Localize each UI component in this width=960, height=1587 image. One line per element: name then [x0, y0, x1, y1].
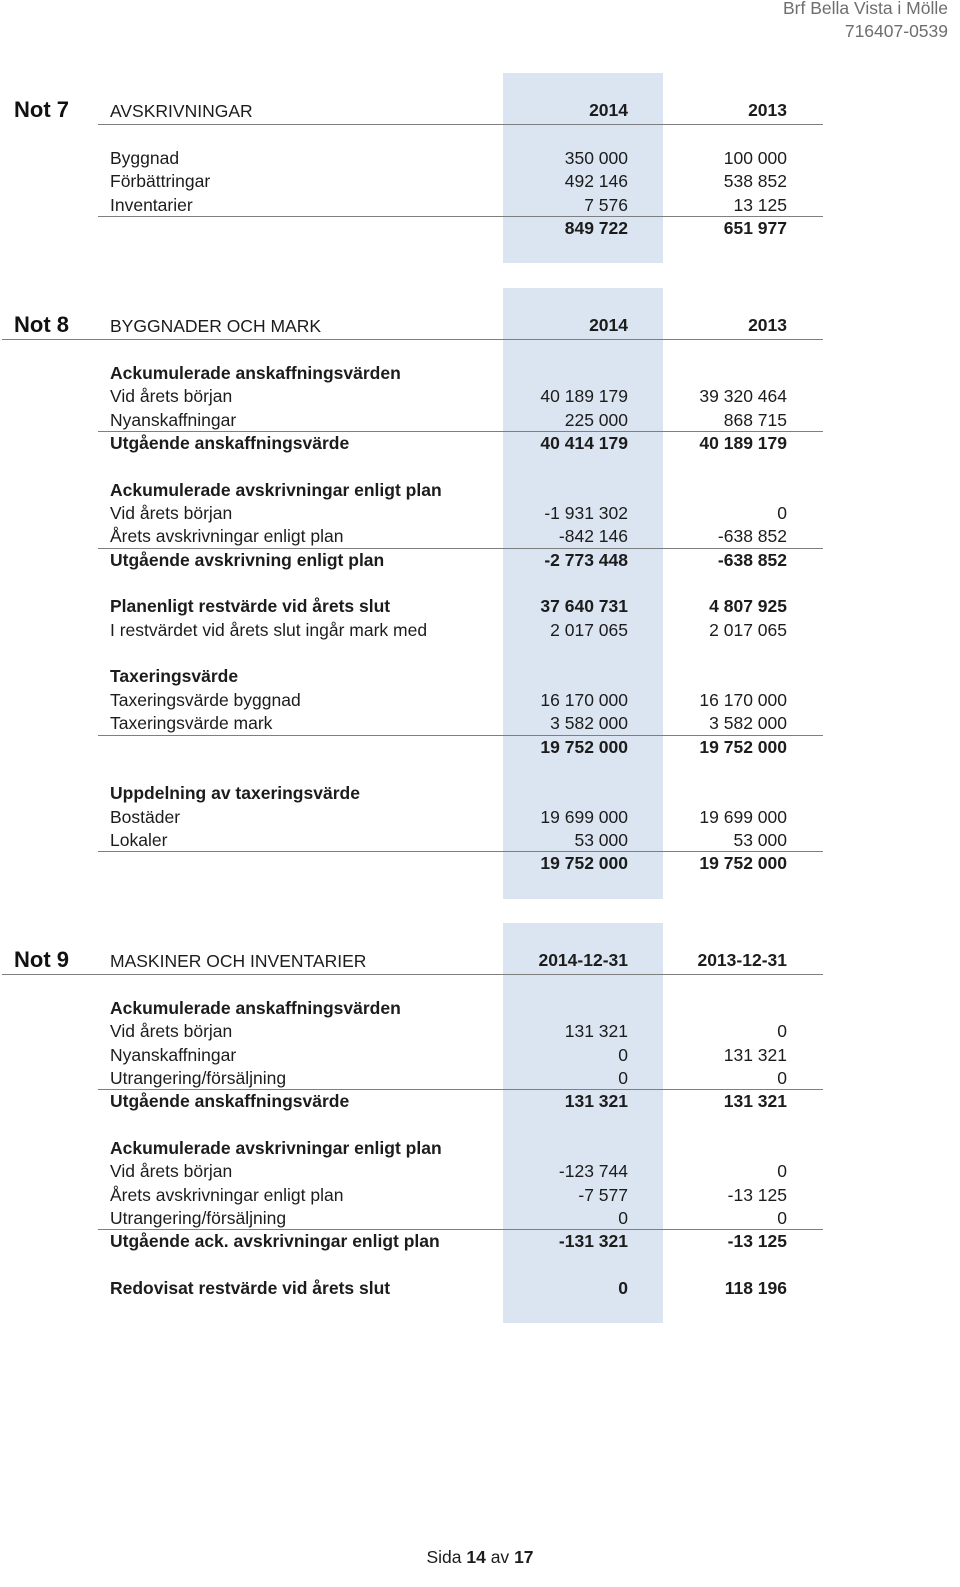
note-title: MASKINER OCH INVENTARIER: [110, 951, 367, 971]
row-label: Ackumulerade anskaffningsvärden: [110, 998, 401, 1018]
value-previous-year: 19 752 000: [699, 736, 787, 757]
row-label: Utrangering/försäljning: [110, 1068, 287, 1089]
row-label: Årets avskrivningar enligt plan: [110, 1184, 344, 1205]
total-row: [0, 1230, 960, 1253]
value-previous-year: 0: [777, 1021, 787, 1042]
value-previous-year: 651 977: [723, 218, 787, 239]
row-label: Utgående anskaffningsvärde: [110, 1091, 350, 1112]
table-row: [0, 1067, 960, 1090]
section-heading-row: [0, 782, 960, 805]
value-previous-year: -13 125: [727, 1184, 787, 1205]
total-row: [0, 432, 960, 455]
value-previous-year: 0: [777, 503, 787, 524]
spacer-row: [0, 1254, 960, 1277]
note-number: Not 7: [14, 97, 69, 122]
table-row: [0, 1184, 960, 1207]
note-header: [0, 310, 960, 340]
value-previous-year: 3 582 000: [709, 713, 787, 734]
section-heading-row: [0, 997, 960, 1020]
table-row: [0, 619, 960, 642]
value-current-year: 7 576: [584, 194, 628, 215]
table-row: [0, 712, 960, 735]
value-previous-year: 2 017 065: [709, 619, 787, 640]
table-row: [0, 806, 960, 829]
note-number: Not 8: [14, 312, 69, 337]
row-label: Lokaler: [110, 829, 168, 850]
total-row: [0, 549, 960, 572]
column-header-current: 2014: [589, 315, 628, 335]
value-previous-year: 19 699 000: [699, 806, 787, 827]
row-label: Bostäder: [110, 806, 181, 827]
table-row: [0, 194, 960, 217]
value-current-year: 37 640 731: [540, 596, 628, 617]
table-row: [0, 409, 960, 432]
value-previous-year: 39 320 464: [699, 386, 787, 407]
row-label: Utgående anskaffningsvärde: [110, 433, 350, 454]
section-heading-row: [0, 1137, 960, 1160]
row-label: Ackumulerade anskaffningsvärden: [110, 363, 401, 383]
value-current-year: 16 170 000: [540, 689, 628, 710]
value-current-year: 0: [618, 1068, 628, 1089]
note-title: BYGGNADER OCH MARK: [110, 316, 321, 336]
value-current-year: 849 722: [564, 218, 628, 239]
value-current-year: 19 699 000: [540, 806, 628, 827]
total-row: [0, 1277, 960, 1300]
note-header: [0, 95, 960, 125]
table-row: [0, 385, 960, 408]
value-current-year: 492 146: [564, 171, 628, 192]
spacer-row: [0, 642, 960, 665]
row-label: Taxeringsvärde mark: [110, 713, 273, 734]
table-row: [0, 147, 960, 170]
section-heading-row: [0, 479, 960, 502]
value-previous-year: -13 125: [727, 1231, 787, 1252]
column-header-current: 2014-12-31: [538, 950, 628, 970]
spacer-row: [0, 1114, 960, 1137]
row-label: Utrangering/försäljning: [110, 1208, 287, 1229]
note-9-section: [0, 923, 960, 1323]
row-label: Ackumulerade avskrivningar enligt plan: [110, 1138, 442, 1159]
value-current-year: -2 773 448: [544, 549, 628, 570]
spacer-row: [0, 759, 960, 782]
note-number: Not 9: [14, 947, 69, 972]
value-current-year: 0: [618, 1208, 628, 1229]
row-label: Redovisat restvärde vid årets slut: [110, 1278, 391, 1299]
row-label: Taxeringsvärde: [110, 666, 239, 687]
value-previous-year: -638 852: [717, 526, 787, 547]
table-row: [0, 829, 960, 852]
section-heading-row: [0, 665, 960, 688]
row-label: Planenligt restvärde vid årets slut: [110, 596, 391, 617]
row-label: Byggnad: [110, 148, 180, 168]
row-label: Utgående avskrivning enligt plan: [110, 549, 385, 570]
column-header-previous: 2013: [748, 315, 787, 335]
value-previous-year: 131 321: [723, 1091, 787, 1112]
total-row: [0, 852, 960, 875]
row-label: Vid årets början: [110, 503, 233, 524]
column-header-previous: 2013: [748, 100, 787, 120]
value-current-year: -131 321: [558, 1231, 628, 1252]
row-label: Vid årets början: [110, 1161, 233, 1182]
value-current-year: -7 577: [578, 1184, 628, 1205]
value-current-year: 131 321: [564, 1021, 628, 1042]
table-row: [0, 502, 960, 525]
value-previous-year: 4 807 925: [709, 596, 787, 617]
value-previous-year: 118 196: [724, 1278, 787, 1299]
note-header: [0, 945, 960, 975]
page-of: av: [490, 1547, 510, 1567]
column-header-current: 2014: [589, 100, 628, 120]
note-table: [0, 340, 960, 899]
value-current-year: 3 582 000: [550, 713, 628, 734]
row-label: Nyanskaffningar: [110, 1044, 237, 1065]
row-label: Nyanskaffningar: [110, 409, 237, 430]
org-number: 716407-0539: [844, 21, 948, 41]
value-previous-year: 100 000: [723, 148, 787, 168]
table-row: [0, 1020, 960, 1043]
company-name: Brf Bella Vista i Mölle: [782, 0, 948, 18]
table-row: [0, 525, 960, 548]
row-label: Vid årets början: [110, 386, 233, 407]
section-heading-row: [0, 362, 960, 385]
document-header: [783, 0, 948, 43]
total-row: [0, 217, 960, 240]
row-label: Uppdelning av taxeringsvärde: [110, 783, 360, 804]
page-prefix: Sida: [426, 1547, 462, 1567]
table-row: [0, 170, 960, 193]
value-previous-year: 19 752 000: [699, 853, 787, 874]
row-label: Utgående ack. avskrivningar enligt plan: [110, 1231, 440, 1252]
value-previous-year: 538 852: [723, 171, 787, 192]
value-previous-year: 13 125: [733, 194, 787, 215]
page-total: 17: [514, 1547, 534, 1567]
value-previous-year: 16 170 000: [699, 689, 787, 710]
value-current-year: 131 321: [564, 1091, 628, 1112]
row-label: Förbättringar: [110, 171, 211, 192]
value-previous-year: 0: [777, 1208, 787, 1229]
row-label: Inventarier: [110, 194, 193, 215]
row-label: I restvärdet vid årets slut ingår mark med: [110, 619, 428, 640]
spacer-row: [0, 455, 960, 478]
value-current-year: 40 414 179: [540, 433, 628, 454]
row-label: Vid årets början: [110, 1021, 233, 1042]
value-current-year: 40 189 179: [540, 386, 628, 407]
value-current-year: 225 000: [564, 409, 628, 430]
value-current-year: 19 752 000: [540, 853, 628, 874]
table-row: [0, 1160, 960, 1183]
table-row: [0, 1044, 960, 1067]
value-current-year: 0: [618, 1044, 628, 1065]
value-previous-year: 868 715: [723, 409, 787, 430]
spacer-row: [0, 572, 960, 595]
value-previous-year: 131 321: [723, 1044, 787, 1065]
total-row: [0, 736, 960, 759]
note-table: [0, 975, 960, 1323]
value-previous-year: 40 189 179: [699, 433, 787, 454]
value-current-year: 53 000: [574, 829, 628, 850]
value-current-year: 0: [618, 1278, 628, 1299]
page-footer: [0, 1545, 960, 1569]
note-table: [0, 125, 960, 263]
row-label: Ackumulerade avskrivningar enligt plan: [110, 479, 442, 500]
value-previous-year: 53 000: [733, 829, 787, 850]
value-current-year: -123 744: [558, 1161, 628, 1182]
value-current-year: -1 931 302: [544, 503, 628, 524]
value-previous-year: 0: [777, 1068, 787, 1089]
table-row: [0, 689, 960, 712]
row-label: Taxeringsvärde byggnad: [110, 689, 301, 710]
total-row: [0, 1090, 960, 1113]
value-previous-year: 0: [777, 1161, 787, 1182]
value-current-year: 350 000: [564, 148, 628, 168]
value-current-year: 2 017 065: [550, 619, 628, 640]
page-number: 14: [466, 1547, 486, 1567]
note-title: AVSKRIVNINGAR: [110, 101, 253, 121]
value-current-year: -842 146: [558, 526, 628, 547]
value-previous-year: -638 852: [717, 549, 787, 570]
note-7-section: [0, 73, 960, 263]
note-8-section: [0, 288, 960, 899]
value-current-year: 19 752 000: [540, 736, 628, 757]
total-row: [0, 595, 960, 618]
table-row: [0, 1207, 960, 1230]
column-header-previous: 2013-12-31: [697, 950, 787, 970]
row-label: Årets avskrivningar enligt plan: [110, 526, 344, 547]
